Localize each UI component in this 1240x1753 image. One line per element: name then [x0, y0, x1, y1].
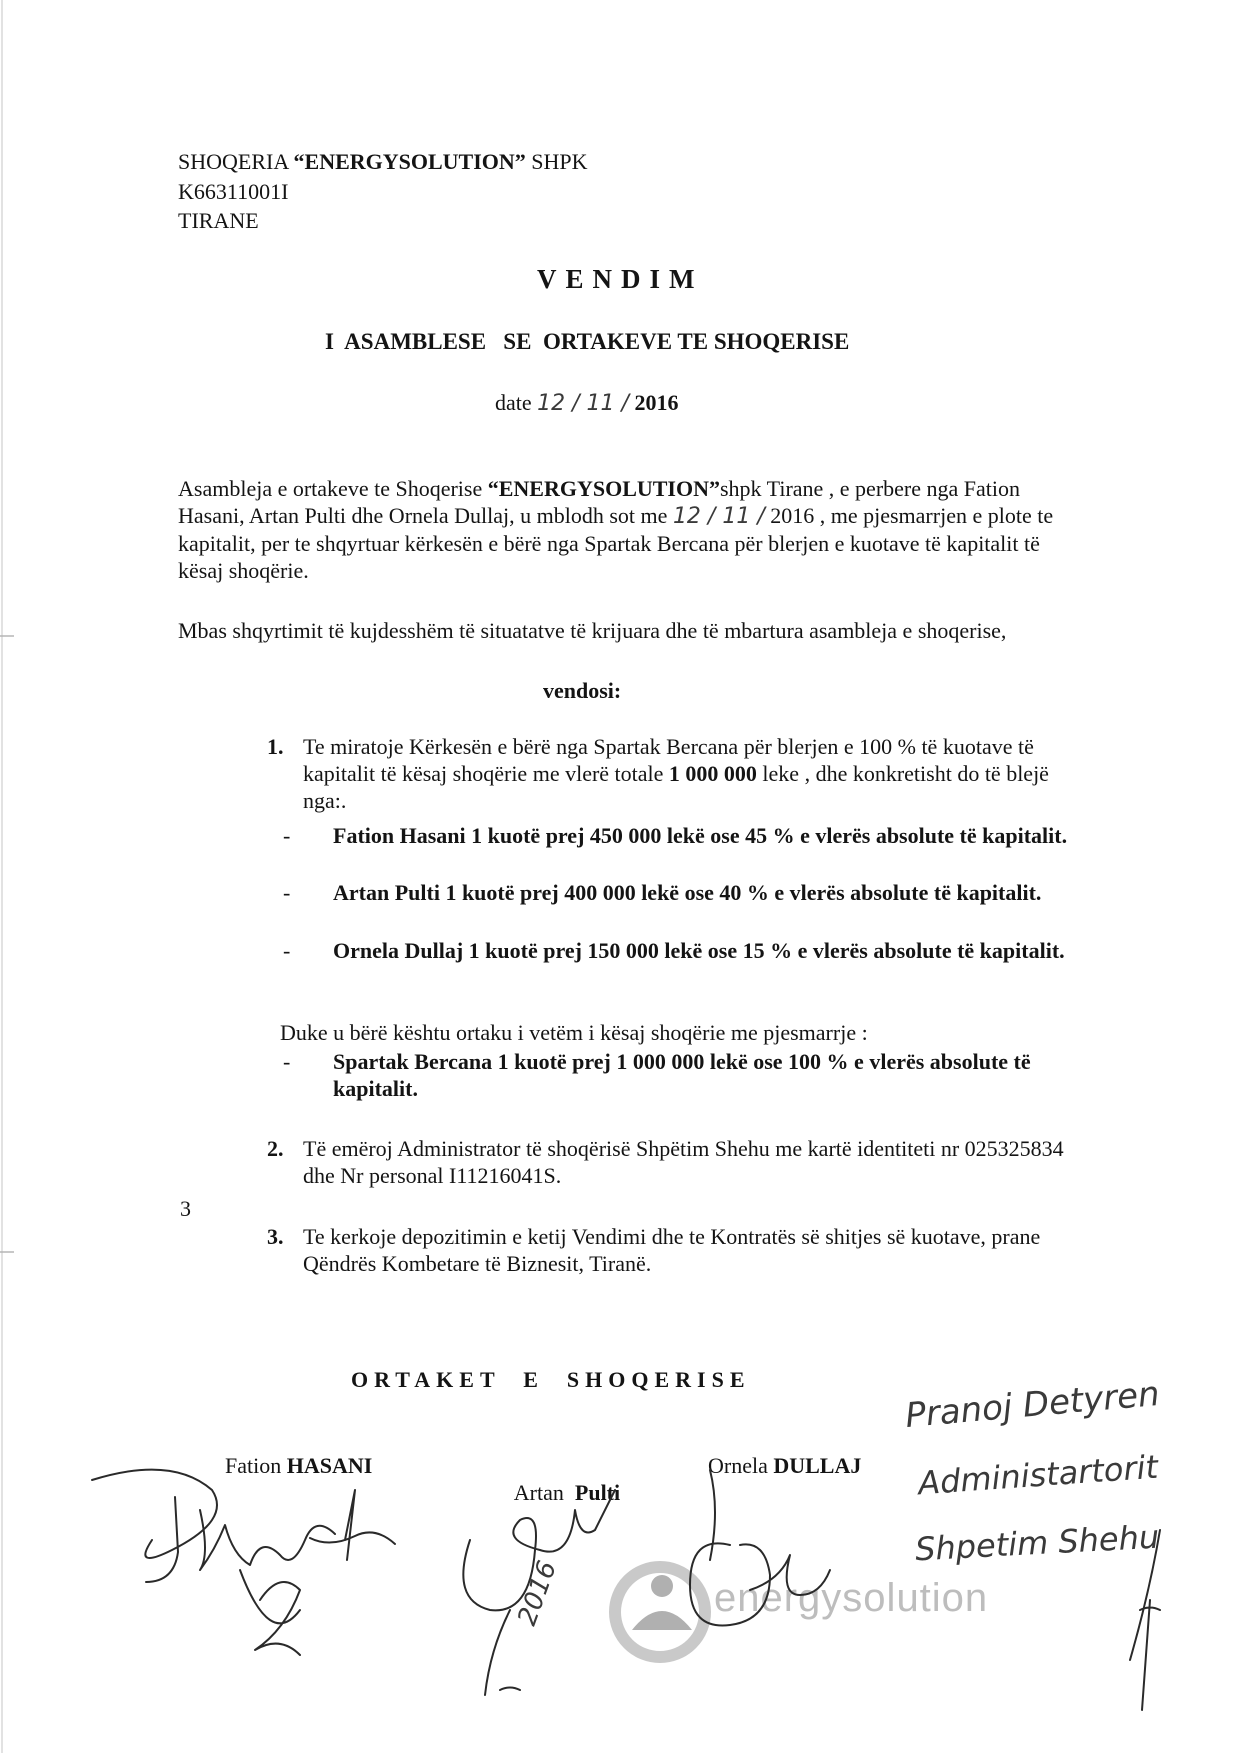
signature-dullaj — [690, 1470, 830, 1626]
handwritten-note-line-2: Administartorit — [916, 1447, 1160, 1503]
company-city: TIRANE — [178, 208, 259, 233]
partners-heading: ORTAKET E SHOQERISE — [351, 1367, 751, 1392]
sole-partner-quota: Spartak Bercana 1 kuotë prej 1 000 000 lekë ose 100 % e vlerës absolute të kapitalit. — [333, 1049, 1031, 1101]
decided-label: vendosi: — [543, 678, 622, 703]
partner-last-name: HASANI — [286, 1453, 373, 1478]
item-1-text-before: Te miratoje Kërkesën e bërë nga Spartak Bercana për blerjen e 100 % të kuotave të kapitalit të kësaj shoqërie me vlerë totale — [303, 734, 1034, 786]
partner-first-name: Fation — [225, 1453, 287, 1478]
handwritten-note-line-3: Shpetim Shehu — [914, 1517, 1161, 1569]
sole-partner-dash: - — [283, 1049, 291, 1074]
company-nipt: K66311001I — [178, 179, 289, 204]
item-1-text-after: leke , dhe konkretisht do të blejë nga:. — [303, 761, 1049, 813]
intro-text-2: shpk Tirane , e perbere nga Fation Hasani, Artan Pulti dhe Ornela Dullaj, u mblodh sot me — [178, 476, 1020, 528]
header-prefix: SHOQERIA — [178, 149, 294, 174]
signature-shehu — [1130, 1530, 1160, 1710]
quota-fation-hasani: Fation Hasani 1 kuotë prej 450 000 lekë ose 45 % e vlerës absolute të kapitalit. — [333, 823, 1068, 848]
signature-pulti-year: 2016 — [512, 1557, 564, 1630]
header-suffix: SHPK — [525, 149, 588, 174]
document-title: VENDIM — [537, 264, 704, 294]
item-number-1: 1. — [267, 734, 284, 759]
intro-handwritten-date: 12 / 11 / — [672, 504, 765, 529]
item-text-2: Të emëroj Administrator të shoqërisë Shpëtim Shehu me kartë identiteti nr 025325834 dhe Nr personal I11216041S. — [303, 1136, 1064, 1188]
quota-ornela-dullaj: Ornela Dullaj 1 kuotë prej 150 000 lekë ose 15 % e vlerës absolute të kapitalit. — [333, 938, 1065, 963]
quota-artan-pulti: Artan Pulti 1 kuotë prej 400 000 lekë ose 40 % e vlerës absolute të kapitalit. — [333, 880, 1042, 905]
intro-text-3: 2016 , me pjesmarrjen e plote te kapitalit, per te shqyrtuar kërkesën e bërë nga Spartak Bercana për blerjen e kuotave të kapitalit të kësaj shoqërie. — [178, 503, 1054, 583]
intro-text-1: Asambleja e ortakeve te Shoqerise — [178, 476, 488, 501]
partner-first-name: Artan — [513, 1480, 575, 1505]
intro-company: “ENERGYSOLUTION” — [487, 476, 720, 501]
handwritten-note-line-1: Pranoj Detyren — [903, 1373, 1162, 1437]
date-label: date — [495, 390, 538, 415]
quota-dash-1: - — [283, 823, 291, 848]
date-year: 2016 — [628, 390, 679, 415]
partner-last-name: Pulti — [574, 1480, 621, 1505]
quota-dash-3: - — [283, 938, 291, 963]
quota-dash-2: - — [283, 880, 291, 905]
partner-first-name: Ornela — [708, 1453, 774, 1478]
consideration-paragraph: Mbas shqyrtimit të kujdesshëm të situatatve të krijuara dhe të mbartura asambleja e shoqerise, — [178, 618, 1007, 643]
signature-hasani — [92, 1470, 395, 1655]
item-1-total-value: 1 000 000 — [668, 761, 757, 786]
sole-partner-line: Duke u bërë kështu ortaku i vetëm i kësaj shoqërie me pjesmarrje : — [280, 1020, 868, 1045]
handwritten-date: 12 / 11 / — [537, 391, 629, 416]
item-text-3: Te kerkoje depozitimin e ketij Vendimi dhe te Kontratës së shitjes së kuotave, prane Qëndrës Kombetare të Biznesit, Tiranë. — [303, 1224, 1041, 1276]
document-subtitle: I ASAMBLESE SE ORTAKEVE TE SHOQERISE — [325, 329, 850, 354]
item-number-2: 2. — [267, 1136, 284, 1161]
partner-last-name: DULLAJ — [773, 1453, 862, 1478]
stamp-text: energysolution — [714, 1576, 989, 1620]
header-company-name: “ENERGYSOLUTION” — [293, 149, 526, 174]
margin-page-number: 3 — [180, 1196, 191, 1221]
item-number-3: 3. — [267, 1224, 284, 1249]
